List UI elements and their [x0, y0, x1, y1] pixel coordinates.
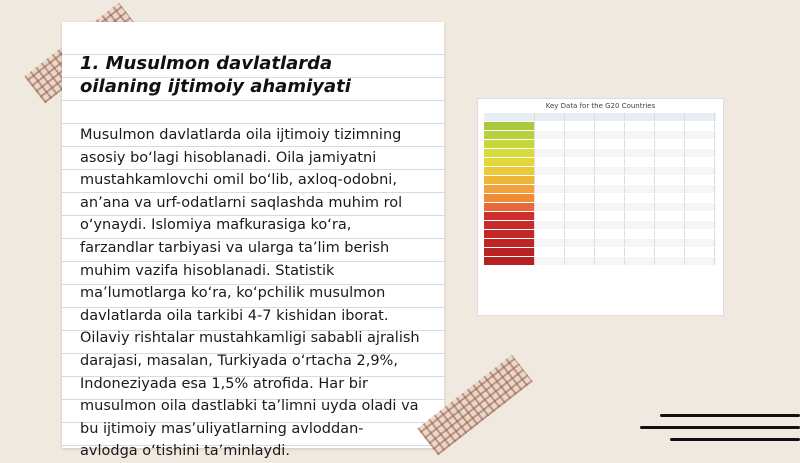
body-paragraph: Musulmon davlatlarda oila ijtimoiy tizimning asosiy bo‘lagi hisoblanadi. Oila jamiyatni mustahkamlovchi omil bo‘lib, axloq-odobni, an’ana va urf-odatlarni saqlashda muhim rol o‘ynaydi. Islomiya mafkurasiga ko‘ra, farzandlar tarbiyasi va ularga ta’lim berish muhim vazifa hisoblanadi. Statistik ma’lumotlarga ko‘ra, ko‘pchilik musulmon davlatlarda oila tarkibi 4-7 kishidan iborat. Oilaviy rishtalar mustahkamligi sababli ajralish darajasi, masalan, Turkiyada o‘rtacha 2,9%, Indoneziyada esa 1,5% atrofida. Har bir musulmon oila dastlabki ta’limni uyda oladi va bu ijtimoiy mas’uliyatlarning avloddan-avlodga o‘tishini ta’minlaydi. — [80, 127, 420, 460]
table-image-row — [484, 131, 716, 139]
table-image-row — [484, 194, 716, 202]
table-image-row — [484, 140, 716, 148]
table-image-row — [484, 167, 716, 175]
table-image-row — [484, 221, 716, 229]
table-image-row — [484, 248, 716, 256]
table-image-row — [484, 230, 716, 238]
table-image-row — [484, 158, 716, 166]
table-image-row — [484, 149, 716, 157]
table-image-row — [484, 257, 716, 265]
table-image-rows — [484, 113, 716, 266]
decor-line-1 — [660, 414, 800, 417]
table-image-row — [484, 203, 716, 211]
table-image-title: Key Data for the G20 Countries — [545, 102, 656, 110]
page-title: 1. Musulmon davlatlarda oilaning ijtimoiy ahamiyati — [80, 53, 351, 97]
decor-line-3 — [670, 438, 800, 441]
table-image — [477, 98, 724, 316]
table-image-row — [484, 239, 716, 247]
table-image-row — [484, 113, 716, 121]
table-image-row — [484, 212, 716, 220]
table-image-row — [484, 176, 716, 184]
table-image-row — [484, 185, 716, 193]
decor-line-2 — [640, 426, 800, 429]
table-image-row — [484, 122, 716, 130]
